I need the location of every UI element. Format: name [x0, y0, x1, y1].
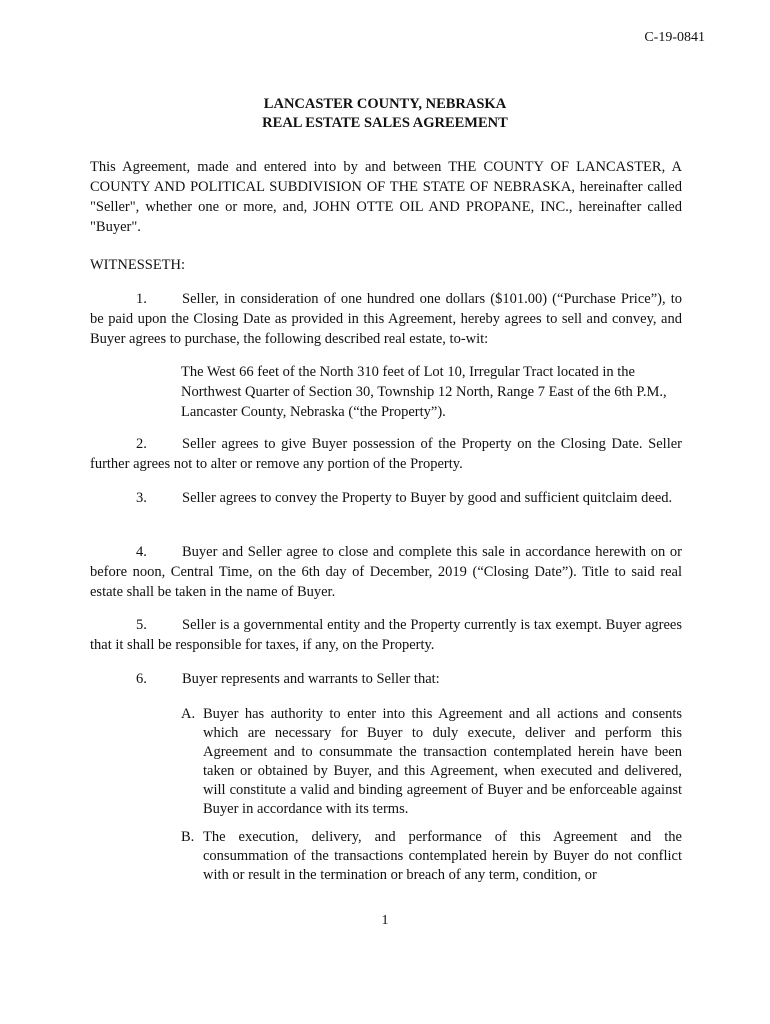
document-title-line1: LANCASTER COUNTY, NEBRASKA — [263, 96, 507, 112]
section-text: Buyer represents and warrants to Seller that: — [182, 671, 440, 687]
intro-paragraph: This Agreement, made and entered into by and between THE COUNTY OF LANCASTER, A COUNTY AND POLITICAL SUBDIVISION OF THE STATE OF NEBRASKA, hereinafter called "Seller", whether one or more, and, JOHN OTTE OIL AND PROPANE, INC., hereinafter called "Buyer". — [90, 159, 682, 235]
section-text: Seller agrees to give Buyer possession of the Property on the Closing Date. Seller further agrees not to alter or remove any portion of the Property. — [90, 436, 682, 472]
subsection-a — [181, 705, 682, 819]
section-2 — [90, 434, 682, 474]
section-5 — [90, 615, 682, 655]
section-number: 4. — [136, 544, 147, 560]
section-text: Seller agrees to convey the Property to Buyer by good and sufficient quitclaim deed. — [182, 490, 673, 506]
page-number: 1 — [381, 913, 389, 928]
section-6 — [90, 669, 682, 689]
subsection-letter: B. — [181, 829, 195, 845]
section-number: 1. — [136, 291, 147, 307]
section-number: 5. — [136, 617, 147, 633]
subsection-text: Buyer has authority to enter into this Agreement and all actions and consents which are necessary for Buyer to duly execute, deliver and perform this Agreement and to consummate the transaction contemplated herein have been taken or obtained by Buyer, and this Agreement, when executed and delivered, will constitute a valid and binding agreement of Buyer and be enforceable against Buyer in accordance with its terms. — [203, 706, 682, 817]
section-text: Seller is a governmental entity and the Property currently is tax exempt. Buyer agrees that it shall be responsible for taxes, if any, on the Property. — [90, 617, 682, 653]
section-number: 2. — [136, 436, 147, 452]
section-text: Seller, in consideration of one hundred one dollars ($101.00) (“Purchase Price”), to be paid upon the Closing Date as provided in this Agreement, hereby agrees to sell and convey, and Buyer agrees to purchase, the following described real estate, to-wit: — [90, 291, 682, 347]
witnesseth-label: WITNESSETH: — [90, 257, 186, 273]
section-3 — [90, 488, 682, 508]
section-4 — [90, 542, 682, 602]
subsection-letter: A. — [181, 706, 196, 722]
subsection-text: The execution, delivery, and performance of this Agreement and the consummation of the transactions contemplated herein by Buyer do not conflict with or result in the termination or breach of any term, condition, or — [203, 829, 682, 883]
section-number: 3. — [136, 490, 147, 506]
section-number: 6. — [136, 671, 147, 687]
subsection-b — [181, 828, 682, 885]
document-title-line2: REAL ESTATE SALES AGREEMENT — [262, 115, 508, 131]
section-1 — [90, 289, 682, 349]
document-number: C-19-0841 — [644, 30, 705, 45]
section-text: Buyer and Seller agree to close and complete this sale in accordance herewith on or before noon, Central Time, on the 6th day of December, 2019 (“Closing Date”). Title to said real estate shall be taken in the name of Buyer. — [90, 544, 682, 600]
legal-description: The West 66 feet of the North 310 feet of Lot 10, Irregular Tract located in the Northwest Quarter of Section 30, Township 12 North, Range 7 East of the 6th P.M., Lancaster County, Nebraska (“the Property”). — [181, 364, 667, 420]
